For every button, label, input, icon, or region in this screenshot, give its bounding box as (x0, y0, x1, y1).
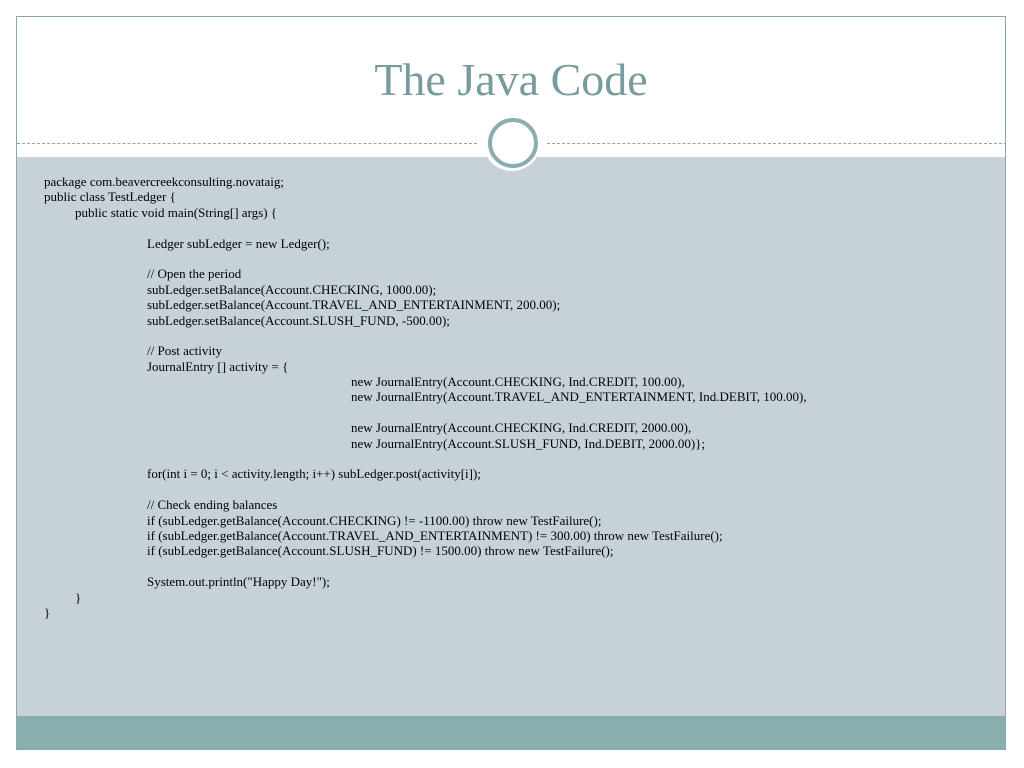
code-line (44, 451, 807, 466)
slide (16, 16, 1006, 750)
divider-circle-ornament (488, 118, 538, 168)
slide-title: The Java Code (374, 54, 648, 105)
code-line (44, 328, 807, 343)
code-line: // Post activity (147, 343, 223, 359)
title-divider-right (547, 143, 1006, 144)
code-line: new JournalEntry(Account.CHECKING, Ind.CREDIT, 2000.00), (351, 420, 692, 436)
code-line: if (subLedger.getBalance(Account.SLUSH_FUND) != 1500.00) throw new TestFailure(); (147, 543, 614, 559)
code-line: subLedger.setBalance(Account.SLUSH_FUND, -500.00); (147, 312, 450, 328)
code-line (44, 220, 807, 235)
code-block (44, 174, 807, 620)
code-line: subLedger.setBalance(Account.CHECKING, 1000.00); (147, 281, 437, 297)
code-line: public static void main(String[] args) { (75, 204, 278, 220)
code-line (44, 559, 807, 574)
code-line: package com.beavercreekconsulting.novataig; (44, 174, 285, 189)
code-line: if (subLedger.getBalance(Account.CHECKING) != -1100.00) throw new TestFailure(); (147, 512, 602, 528)
code-line: System.out.println("Happy Day!"); (147, 574, 330, 590)
code-line: subLedger.setBalance(Account.TRAVEL_AND_ENTERTAINMENT, 200.00); (147, 297, 561, 313)
title-divider-left (17, 143, 477, 144)
code-line: public class TestLedger { (44, 189, 176, 205)
footer-band (17, 716, 1005, 750)
code-line: JournalEntry [] activity = { (147, 358, 289, 374)
code-line: for(int i = 0; i < activity.length; i++) subLedger.post(activity[i]); (147, 466, 481, 482)
code-line: if (subLedger.getBalance(Account.TRAVEL_AND_ENTERTAINMENT) != 300.00) throw new TestFailure(); (147, 527, 723, 543)
code-line: // Open the period (147, 266, 242, 282)
code-line: Ledger subLedger = new Ledger(); (147, 235, 330, 251)
code-line: new JournalEntry(Account.CHECKING, Ind.CREDIT, 100.00), (351, 374, 685, 390)
code-line: new JournalEntry(Account.TRAVEL_AND_ENTERTAINMENT, Ind.DEBIT, 100.00), (351, 389, 807, 405)
code-line (44, 251, 807, 266)
code-line: } (75, 589, 82, 605)
code-line: } (44, 604, 51, 620)
code-line: new JournalEntry(Account.SLUSH_FUND, Ind.DEBIT, 2000.00)}; (351, 435, 706, 451)
code-line (44, 482, 807, 497)
code-line (44, 405, 807, 420)
code-line: // Check ending balances (147, 497, 278, 513)
